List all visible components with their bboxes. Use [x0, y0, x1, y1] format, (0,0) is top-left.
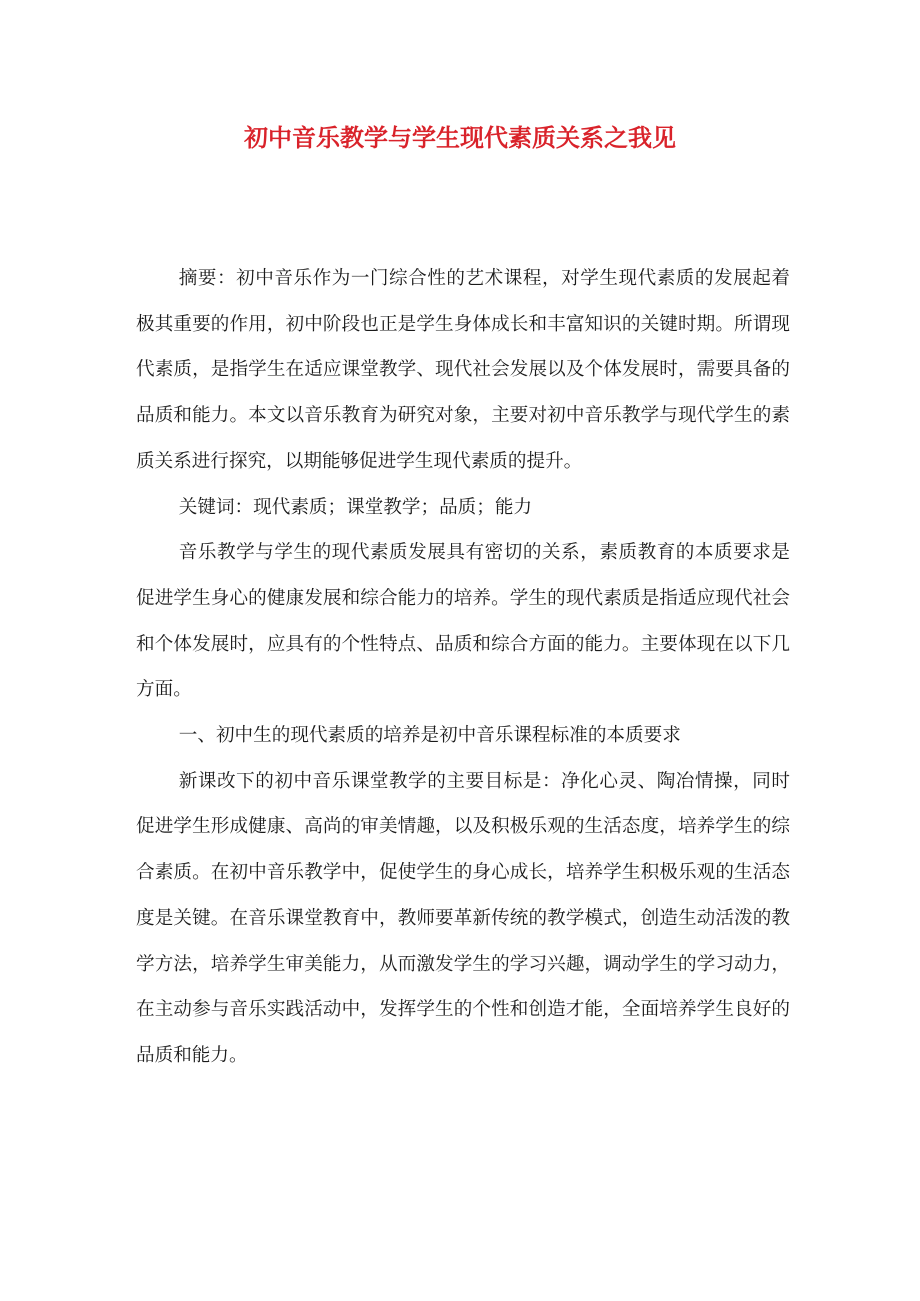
document-body — [136, 256, 790, 1079]
abstract-paragraph: 摘要：初中音乐作为一门综合性的艺术课程，对学生现代素质的发展起着极其重要的作用，初中阶段也正是学生身体成长和丰富知识的关键时期。所谓现代素质，是指学生在适应课堂教学、现代社会发展以及个体发展时，需要具备的品质和能力。本文以音乐教育为研究对象，主要对初中音乐教学与现代学生的素质关系进行探究，以期能够促进学生现代素质的提升。 — [136, 268, 790, 472]
keywords-paragraph: 关键词：现代素质；课堂教学；品质；能力 — [178, 496, 533, 518]
section-1-paragraph: 新课改下的初中音乐课堂教学的主要目标是：净化心灵、陶冶情操，同时促进学生形成健康、高尚的审美情趣，以及积极乐观的生活态度，培养学生的综合素质。在初中音乐教学中，促使学生的身心成长，培养学生积极乐观的生活态度是关键。在音乐课堂教育中，教师要革新传统的教学模式，创造生动活泼的教学方法，培养学生审美能力，从而激发学生的学习兴趣，调动学生的学习动力，在主动参与音乐实践活动中，发挥学生的个性和创造才能，全面培养学生良好的品质和能力。 — [136, 770, 790, 1066]
section-heading-1: 一、初中生的现代素质的培养是初中音乐课程标准的本质要求 — [178, 725, 681, 747]
document-title: 初中音乐教学与学生现代素质关系之我见 — [244, 123, 676, 152]
intro-paragraph: 音乐教学与学生的现代素质发展具有密切的关系，素质教育的本质要求是促进学生身心的健康发展和综合能力的培养。学生的现代素质是指适应现代社会和个体发展时，应具有的个性特点、品质和综合方面的能力。主要体现在以下几方面。 — [136, 542, 790, 701]
